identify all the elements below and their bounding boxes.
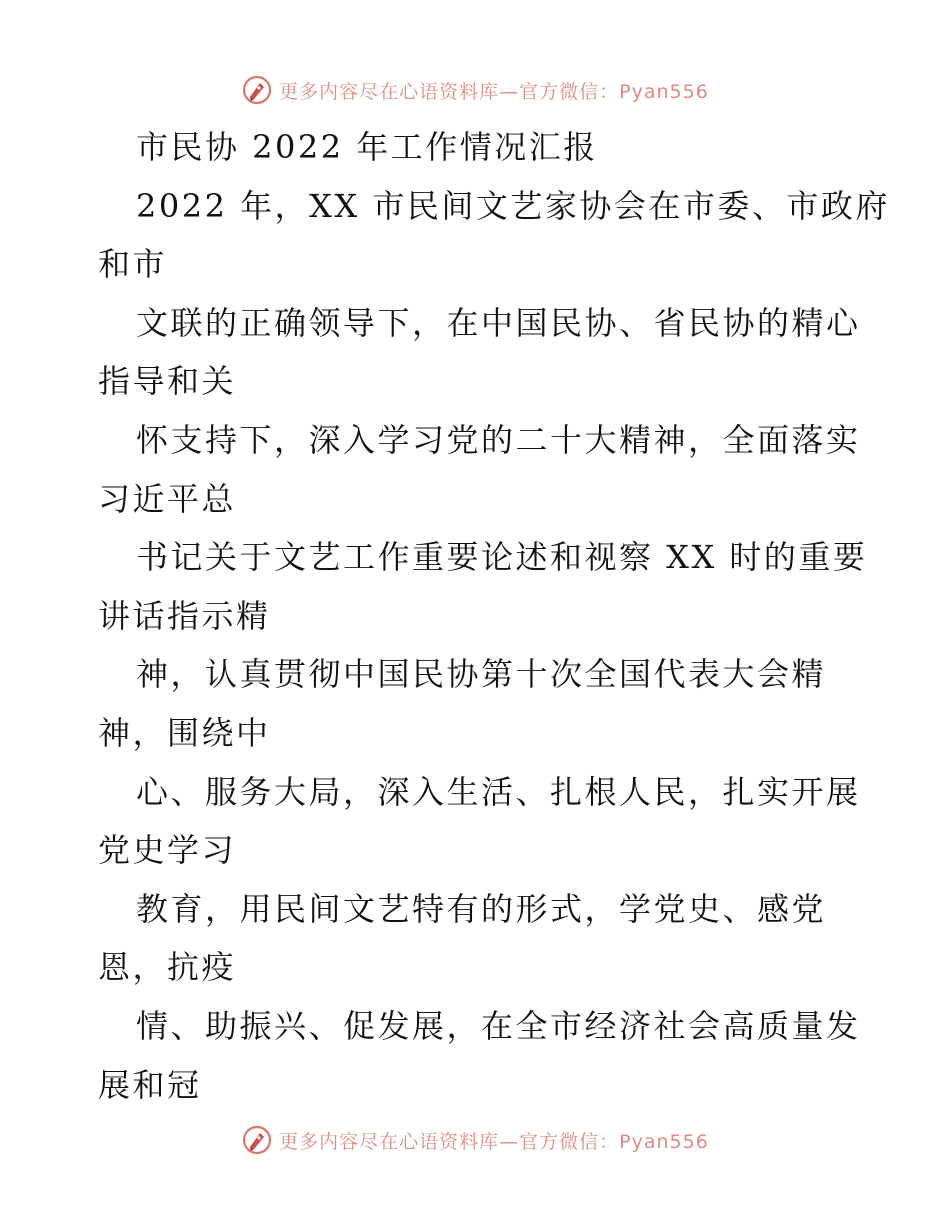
- paragraph-line: 2022 年，XX 市民间文艺家协会在市委、市政府: [136, 186, 890, 225]
- paragraph-line: 展和冠: [98, 1065, 202, 1104]
- paragraph-line: 习近平总: [98, 479, 237, 518]
- footer-banner: [0, 1120, 950, 1160]
- pen-nib-logo-icon: [241, 1124, 273, 1156]
- paragraph-line: 党史学习: [98, 831, 237, 870]
- banner-text: 更多内容尽在心语资料库—官方微信：Pyan556: [279, 1130, 709, 1153]
- paragraph-line: 情、助振兴、促发展，在全市经济社会高质量发: [136, 1006, 861, 1045]
- paragraph-line: 书记关于文艺工作重要论述和视察 XX 时的重要: [136, 538, 868, 577]
- document-body: [98, 118, 890, 1114]
- paragraph-line: 指导和关: [98, 362, 237, 401]
- banner-text: 更多内容尽在心语资料库—官方微信：Pyan556: [279, 80, 709, 103]
- paragraph-line: 文联的正确领导下，在中国民协、省民协的精心: [136, 303, 861, 342]
- paragraph-line: 心、服务大局，深入生活、扎根人民，扎实开展: [136, 772, 861, 811]
- document-title: 市民协 2022 年工作情况汇报: [136, 128, 598, 166]
- pen-nib-logo-icon: [241, 74, 273, 106]
- paragraph-line: 神，围绕中: [98, 713, 271, 752]
- paragraph-line: 神，认真贯彻中国民协第十次全国代表大会精: [136, 655, 827, 694]
- header-banner: [0, 70, 950, 110]
- paragraph-line: 怀支持下，深入学习党的二十大精神，全面落实: [136, 420, 861, 459]
- paragraph-line: 教育，用民间文艺特有的形式，学党史、感党: [136, 889, 827, 928]
- paragraph-line: 和市: [98, 245, 168, 284]
- paragraph-line: 恩，抗疫: [98, 948, 237, 987]
- paragraph-line: 讲话指示精: [98, 596, 271, 635]
